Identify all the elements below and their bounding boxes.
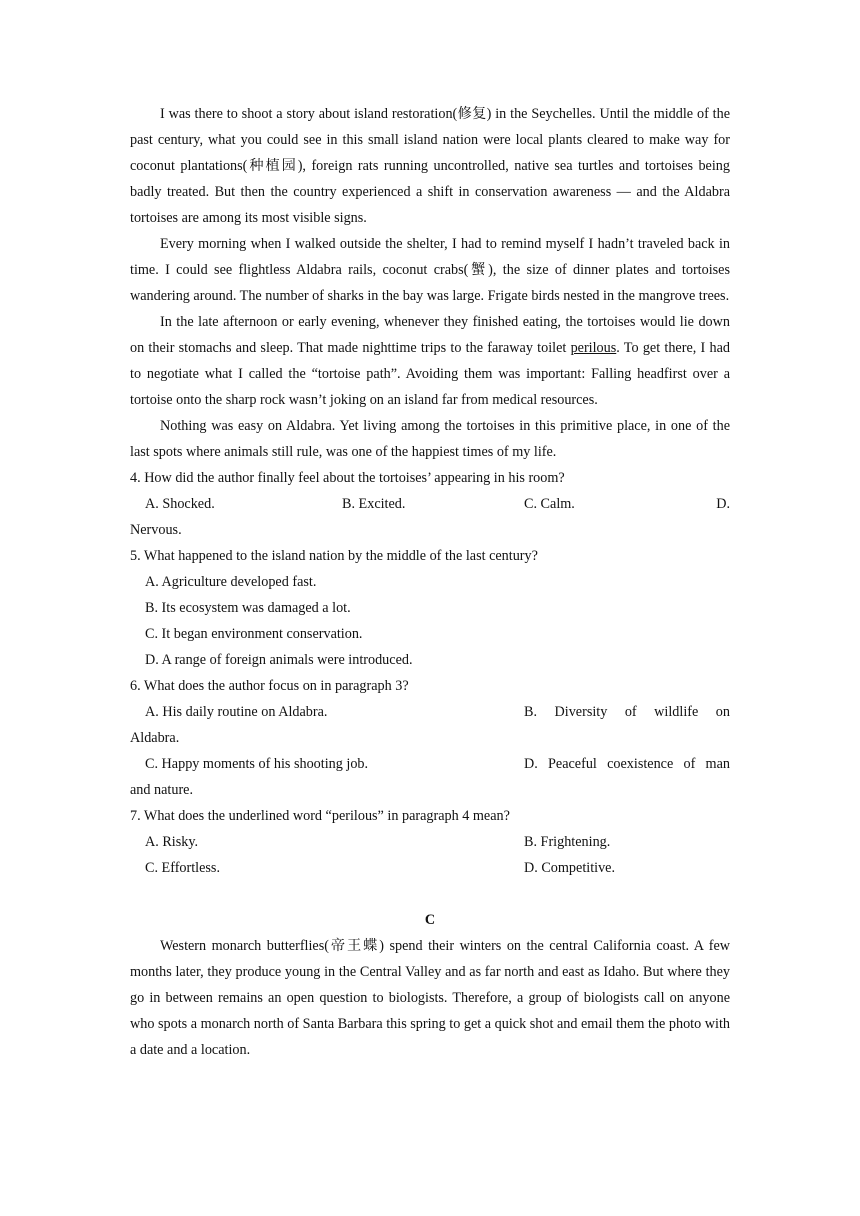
question-4-stem: 4. How did the author finally feel about the tortoises’ appearing in his room? bbox=[130, 470, 565, 486]
question-4-option-d-text: Nervous. bbox=[130, 522, 182, 538]
question-4-option-c: C. Calm. bbox=[524, 496, 575, 512]
question-6-options-ab bbox=[130, 699, 730, 725]
passage-b-paragraph-2: Every morning when I walked outside the shelter, I had to remind myself I hadn’t traveled back in time. I could see flightless Aldabra rails, coconut crabs(蟹), the size of dinner plates and tortoises wandering around. The number of sharks in the bay was large. Frigate birds nested in the mangrove trees. bbox=[130, 236, 730, 304]
question-7-options-cd bbox=[130, 855, 730, 881]
question-7-options-ab bbox=[130, 829, 730, 855]
question-7-option-d: D. Competitive. bbox=[524, 860, 616, 876]
paragraph-3-text-start: In the late afternoon or early evening, whenever they finished eating, the tortoises would lie down on their stomachs and sleep. That made nighttime trips to the faraway toilet bbox=[130, 314, 730, 356]
question-6-options-cd bbox=[130, 751, 730, 777]
passage-c-paragraph-1: Western monarch butterflies(帝王蝶) spend their winters on the central California coast. A few months later, they produce young in the Central Valley and as far north and east as Idaho. But where they go in between remains an open question to biologists. Therefore, a group of biologists call on anyone who spots a monarch north of Santa Barbara this spring to get a quick shot and email them the photo with a date and a location. bbox=[130, 938, 730, 1058]
question-7-stem: 7. What does the underlined word “perilous” in paragraph 4 mean? bbox=[130, 808, 510, 824]
question-6-option-b: B. Diversity of wildlife on bbox=[524, 704, 730, 720]
passage-b-paragraph-1: I was there to shoot a story about island restoration(修复) in the Seychelles. Until the middle of the past century, what you could see in this small island nation were local plants cleared to make way for coconut plantations(种植园), foreign rats running uncontrolled, native sea turtles and tortoises being badly treated. But then the country experienced a shift in conservation awareness — and the Aldabra tortoises are among its most visible signs. bbox=[130, 106, 730, 226]
underlined-word: perilous bbox=[570, 340, 617, 356]
question-7-option-c: C. Effortless. bbox=[145, 860, 221, 876]
question-4-option-b: B. Excited. bbox=[342, 496, 406, 512]
question-5-option-b: B. Its ecosystem was damaged a lot. bbox=[145, 600, 351, 616]
question-6-option-a: A. His daily routine on Aldabra. bbox=[145, 704, 328, 720]
paragraph-3-text-end: . To get there, I had to negotiate what I called the “tortoise path”. Avoiding them was important: Falling headfirst over a tortoise onto the sharp rock wasn’t joking on an island far from medical resources. bbox=[130, 340, 730, 408]
question-5-option-a: A. Agriculture developed fast. bbox=[145, 574, 317, 590]
question-5-option-d: D. A range of foreign animals were introduced. bbox=[145, 652, 413, 668]
question-5-option-c: C. It began environment conservation. bbox=[145, 626, 363, 642]
passage-b-paragraph-3 bbox=[130, 309, 730, 413]
question-6-option-d: D. Peaceful coexistence of man bbox=[524, 756, 730, 772]
question-4-option-a: A. Shocked. bbox=[145, 496, 215, 512]
passage-b-paragraph-4: Nothing was easy on Aldabra. Yet living among the tortoises in this primitive place, in one of the last spots where animals still rule, was one of the happiest times of my life. bbox=[130, 418, 730, 460]
question-4-options bbox=[130, 491, 730, 517]
question-6-option-d-wrap: and nature. bbox=[130, 782, 194, 798]
question-6-stem: 6. What does the author focus on in paragraph 3? bbox=[130, 678, 409, 694]
question-7-option-b: B. Frightening. bbox=[524, 834, 611, 850]
question-5-stem: 5. What happened to the island nation by the middle of the last century? bbox=[130, 548, 538, 564]
document-page bbox=[130, 101, 730, 1063]
question-6-option-b-wrap: Aldabra. bbox=[130, 730, 180, 746]
section-heading-c: C bbox=[424, 912, 436, 928]
question-6-option-c: C. Happy moments of his shooting job. bbox=[145, 756, 369, 772]
question-7-option-a: A. Risky. bbox=[145, 834, 199, 850]
question-4-option-d-label: D. bbox=[716, 496, 730, 512]
